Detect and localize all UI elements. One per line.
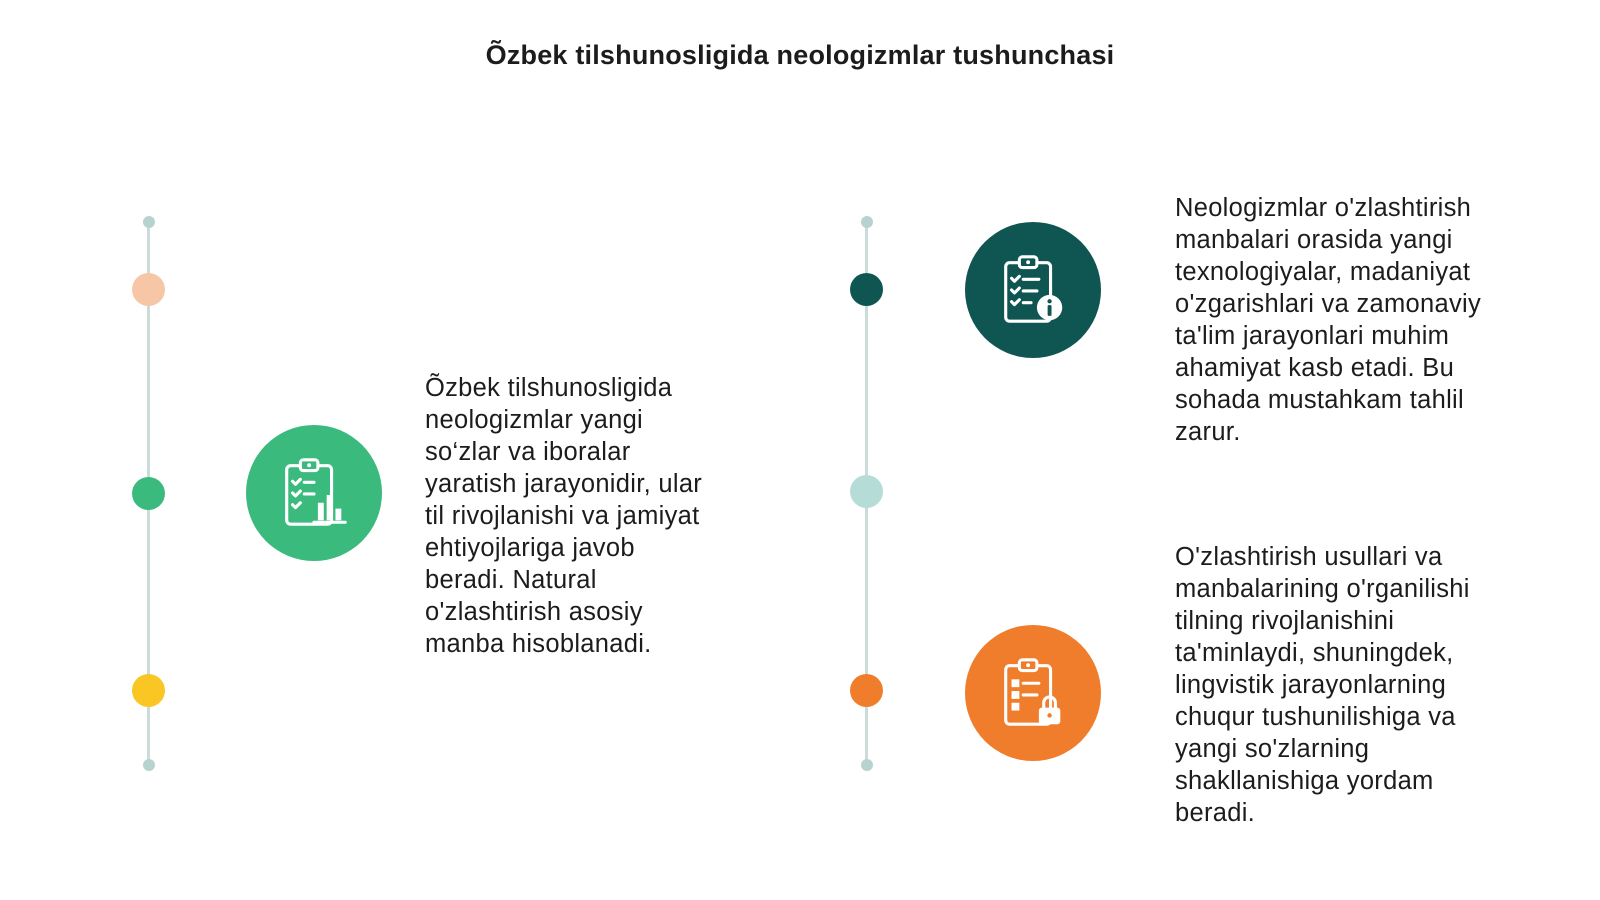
clipboard-info-icon [965,222,1101,358]
left-node-green [132,477,165,510]
page-title: Õzbek tilshunosligida neologizmlar tushunchasi [485,40,1115,70]
right-node-dark-teal [850,273,883,306]
right-timeline-bottom-cap [861,759,873,771]
left-timeline-top-cap [143,216,155,228]
clipboard-chart-icon [246,425,382,561]
right-top-text-block: Neologizmlar o'zlashtirish manbalari orasida yangi texnologiyalar, madaniyat o'zgarishlari va zamonaviy ta'lim jarayonlari muhim ahamiyat kasb etadi. Bu sohada mustahkam tahlil zarur. [1175,194,1482,446]
right-node-light-teal [850,475,883,508]
right-node-orange [850,674,883,707]
right-timeline-top-cap [861,216,873,228]
left-node-yellow [132,674,165,707]
right-bottom-text-block: O'zlashtirish usullari va manbalarining o'rganilishi tilning rivojlanishini ta'minlaydi, shuningdek, lingvistik jarayonlarning chuqur tushunilishiga va yangi so'zlarning shakllanishiga yordam beradi. [1175,543,1470,827]
left-node-peach [132,273,165,306]
clipboard-lock-icon [965,625,1101,761]
left-timeline-bottom-cap [143,759,155,771]
left-text-block: Õzbek tilshunosligida neologizmlar yangi so‘zlar va iboralar yaratish jarayonidir, ular til rivojlanishi va jamiyat ehtiyojlariga javob beradi. Natural o'zlashtirish asosiy manba hisoblanadi. [425,374,703,658]
